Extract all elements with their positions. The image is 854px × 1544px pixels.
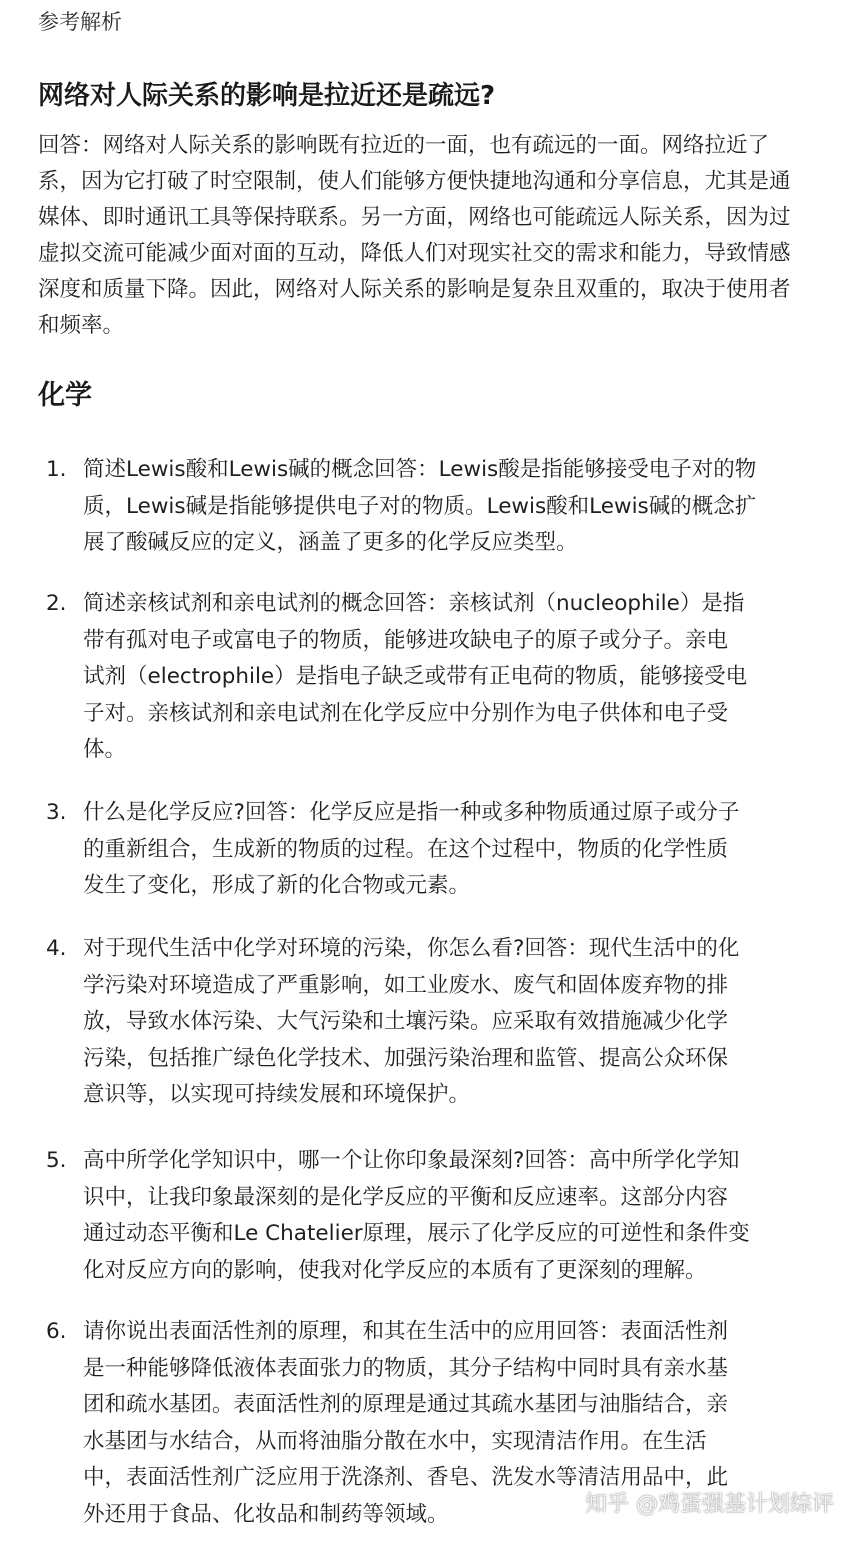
- item-line: 什么是化学反应?回答：化学反应是指一种或多种物质通过原子或分子: [83, 800, 740, 825]
- item-text: [83, 931, 811, 1114]
- answer-line: 系，因为它打破了时空限制，使人们能够方便快捷地沟通和分享信息，尤其是通: [38, 169, 791, 194]
- answer-line: 深度和质量下降。因此，网络对人际关系的影响是复杂且双重的，取决于使用者: [38, 277, 791, 302]
- item-text: [83, 795, 811, 905]
- item-number: 6.: [46, 1319, 67, 1344]
- item-line: 识中，让我印象最深刻的是化学反应的平衡和反应速率。这部分内容: [83, 1184, 729, 1210]
- item-line: 化对反应方向的影响，使我对化学反应的本质有了更深刻的理解。: [83, 1257, 707, 1283]
- answer-line: 回答：网络对人际关系的影响既有拉近的一面，也有疏远的一面。网络拉近了: [38, 133, 770, 158]
- item-line: 简述Lewis酸和Lewis碱的概念回答：Lewis酸是指能够接受电子对的物: [83, 457, 757, 482]
- item-line: 高中所学化学知识中，哪一个让你印象最深刻?回答：高中所学化学知: [83, 1148, 740, 1173]
- item-line: 对于现代生活中化学对环境的污染，你怎么看?回答：现代生活中的化: [83, 936, 740, 961]
- item-line: 请你说出表面活性剂的原理，和其在生活中的应用回答：表面活性剂: [83, 1319, 729, 1344]
- item-line: 通过动态平衡和Le Chatelier原理，展示了化学反应的可逆性和条件变: [83, 1221, 750, 1246]
- item-line: 水基团与水结合，从而将油脂分散在水中，实现清洁作用。在生活: [83, 1428, 707, 1454]
- item-number: 2.: [46, 591, 67, 616]
- item-line: 外还用于食品、化妆品和制药等领域。: [83, 1501, 449, 1527]
- item-line: 体。: [83, 737, 127, 762]
- item-line: 质，Lewis碱是指能够提供电子对的物质。Lewis酸和Lewis碱的概念扩: [83, 493, 757, 519]
- question-title: 网络对人际关系的影响是拉近还是疏远?: [38, 81, 496, 111]
- item-number: 1.: [46, 457, 67, 482]
- item-text: [83, 452, 811, 562]
- item-line: 意识等，以实现可持续发展和环境保护。: [83, 1082, 471, 1107]
- item-line: 污染，包括推广绿色化学技术、加强污染治理和监管、提高公众环保: [83, 1045, 729, 1071]
- item-line: 放，导致水体污染、大气污染和土壤污染。应采取有效措施减少化学: [83, 1009, 729, 1034]
- item-line: 试剂（electrophile）是指电子缺乏或带有正电荷的物质，能够接受电: [83, 664, 748, 689]
- item-number: 3.: [46, 800, 67, 825]
- item-line: 带有孤对电子或富电子的物质，能够进攻缺电子的原子或分子。亲电: [83, 627, 729, 653]
- header-label: 参考解析: [38, 10, 122, 34]
- item-line: 学污染对环境造成了严重影响，如工业废水、废气和固体废弃物的排: [83, 972, 729, 998]
- item-number: 4.: [46, 936, 67, 961]
- watermark: 知乎 @鸡蛋强基计划综评: [585, 1492, 834, 1517]
- answer-line: 媒体、即时通讯工具等保持联系。另一方面，网络也可能疏远人际关系，因为过: [38, 205, 791, 230]
- section-title: 化学: [38, 380, 92, 411]
- item-line: 子对。亲核试剂和亲电试剂在化学反应中分别作为电子供体和电子受: [83, 700, 729, 726]
- item-line: 中，表面活性剂广泛应用于洗涤剂、香皂、洗发水等清洁用品中，此: [83, 1465, 729, 1490]
- item-line: 展了酸碱反应的定义，涵盖了更多的化学反应类型。: [83, 530, 578, 555]
- item-line: 是一种能够降低液体表面张力的物质，其分子结构中同时具有亲水基: [83, 1355, 729, 1381]
- item-number: 5.: [46, 1148, 67, 1173]
- item-line: 简述亲核试剂和亲电试剂的概念回答：亲核试剂（nucleophile）是指: [83, 591, 745, 616]
- answer-line: 和频率。: [38, 313, 125, 338]
- item-text: [83, 1143, 811, 1289]
- item-text: [83, 586, 811, 769]
- answer-line: 虚拟交流可能减少面对面的互动，降低人们对现实社交的需求和能力，导致情感: [38, 241, 791, 266]
- item-line: 发生了变化，形成了新的化合物或元素。: [83, 873, 471, 898]
- item-line: 的重新组合，生成新的物质的过程。在这个过程中，物质的化学性质: [83, 836, 729, 862]
- item-line: 团和疏水基团。表面活性剂的原理是通过其疏水基团与油脂结合，亲: [83, 1392, 729, 1417]
